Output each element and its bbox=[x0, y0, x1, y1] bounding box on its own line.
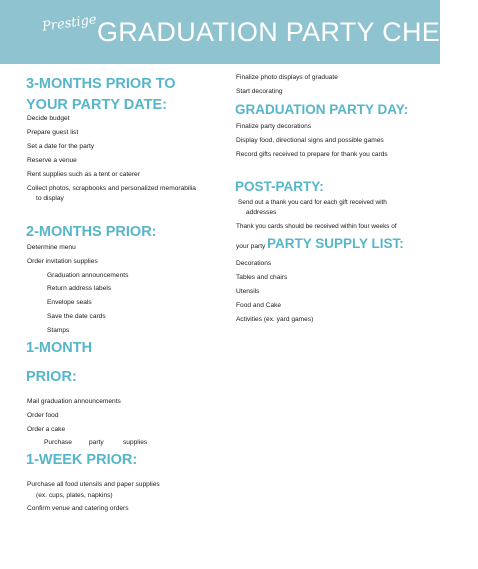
list-item: Rent supplies such as a tent or caterer bbox=[27, 171, 140, 178]
list-item: Purchase bbox=[44, 439, 72, 446]
brand-logo: Prestige bbox=[41, 12, 98, 35]
list-item: Determine menu bbox=[27, 244, 76, 251]
section-heading-1-month-line2: PRIOR: bbox=[26, 369, 77, 385]
list-item: Tables and chairs bbox=[236, 274, 288, 281]
list-item: Purchase all food utensils and paper supplies bbox=[27, 481, 160, 488]
section-heading-1-month-line1: 1-MONTH bbox=[26, 340, 93, 356]
list-item: Activities (ex. yard games) bbox=[236, 316, 314, 323]
list-item: Display food, directional signs and possible games bbox=[236, 137, 384, 144]
list-item: Order a cake bbox=[27, 426, 66, 433]
section-heading-party-day: GRADUATION PARTY DAY: bbox=[235, 102, 409, 117]
post-party-text: Send out a thank you card for each gift received with bbox=[238, 199, 387, 206]
post-party-text: addresses bbox=[246, 209, 277, 216]
list-item: Finalize party decorations bbox=[236, 123, 312, 130]
section-heading-3-months-line2: YOUR PARTY DATE: bbox=[26, 97, 167, 113]
section-heading-3-months-line1: 3-MONTHS PRIOR TO bbox=[26, 76, 176, 92]
list-item: to display bbox=[36, 195, 64, 202]
list-item: Order food bbox=[27, 412, 59, 419]
list-item: Food and Cake bbox=[236, 302, 282, 309]
section-heading-supply-list: PARTY SUPPLY LIST: bbox=[267, 236, 404, 251]
list-item: Decorations bbox=[236, 260, 272, 267]
list-item: (ex. cups, plates, napkins) bbox=[36, 492, 113, 499]
section-heading-post-party: POST-PARTY: bbox=[235, 179, 324, 194]
list-item: Finalize photo displays of graduate bbox=[236, 74, 338, 81]
post-party-text: Thank you cards should be received within four weeks of bbox=[236, 223, 397, 230]
list-item: Stamps bbox=[47, 327, 70, 334]
list-item: Envelope seals bbox=[47, 299, 92, 306]
list-item: Order invitation supplies bbox=[27, 258, 98, 265]
list-item: party bbox=[89, 439, 104, 446]
list-item: Record gifts received to prepare for thank you cards bbox=[236, 151, 388, 158]
list-item: Reserve a venue bbox=[27, 157, 77, 164]
list-item: Prepare guest list bbox=[27, 129, 79, 136]
list-item: supplies bbox=[123, 439, 148, 446]
list-item: Save the date cards bbox=[47, 313, 106, 320]
page-title: GRADUATION PARTY CHECK bbox=[97, 17, 478, 47]
list-item: Mail graduation announcements bbox=[27, 398, 121, 405]
header-banner bbox=[0, 0, 478, 64]
list-item: Decide budget bbox=[27, 115, 70, 122]
list-item: Utensils bbox=[236, 288, 260, 295]
section-heading-2-months: 2-MONTHS PRIOR: bbox=[26, 224, 157, 240]
list-item: Return address labels bbox=[47, 285, 112, 292]
list-item: Collect photos, scrapbooks and personalized memorabilia bbox=[27, 185, 196, 192]
list-item: Start decorating bbox=[236, 88, 283, 95]
section-heading-1-week: 1-WEEK PRIOR: bbox=[26, 452, 138, 468]
list-item: Set a date for the party bbox=[27, 143, 95, 150]
list-item: Confirm venue and catering orders bbox=[27, 505, 129, 512]
list-item: Graduation announcements bbox=[47, 272, 129, 279]
post-party-text: your party bbox=[236, 243, 266, 250]
